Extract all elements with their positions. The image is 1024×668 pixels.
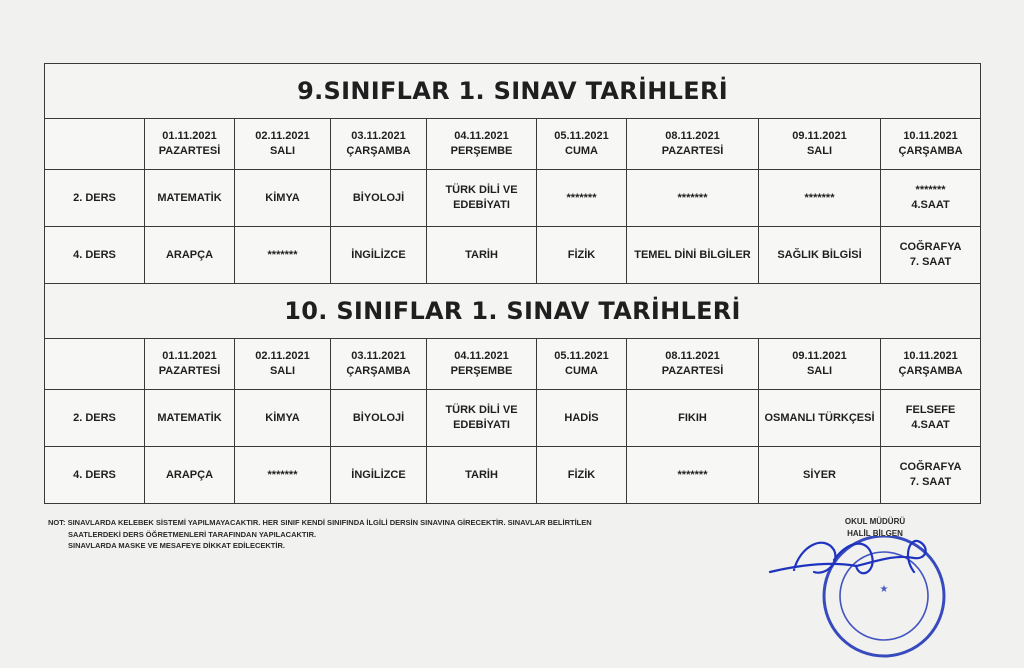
lesson-period-label: 4. DERS — [45, 227, 145, 284]
cell-text-line: OSMANLI TÜRKÇESİ — [764, 411, 875, 424]
cell-text-line: FİZİK — [567, 468, 596, 481]
empty-corner-cell — [45, 119, 145, 170]
cell-text-line: BİYOLOJİ — [352, 191, 405, 204]
note-line: NOT: SINAVLARDA KELEBEK SİSTEMİ YAPILMAYACAKTIR. HER SINIF KENDİ SINIFINDA İLGİLİ DERSİN SINAVINA GİRECEKTİR. SINAVLAR BELİRTİLEN — [48, 518, 592, 527]
date-header-cell — [627, 119, 759, 170]
weekday: PAZARTESİ — [158, 145, 221, 157]
table-title-row — [45, 64, 981, 119]
weekday: SALI — [806, 145, 833, 157]
exam-date: 09.11.2021 — [792, 350, 847, 362]
lesson-period-label: 2. DERS — [45, 390, 145, 447]
cell-text-line: FİZİK — [567, 248, 596, 261]
exam-subject-cell — [537, 390, 627, 447]
cell-text-line: TÜRK DİLİ VE — [445, 184, 518, 196]
cell-text-line: ******* — [566, 191, 597, 204]
date-header-cell — [145, 119, 235, 170]
exam-date: 02.11.2021 — [255, 350, 310, 362]
cell-text-line: İNGİLİZCE — [351, 468, 406, 481]
cell-text-line: COĞRAFYA — [899, 461, 962, 473]
cell-text-line: EDEBİYATI — [453, 419, 510, 431]
exam-subject-cell — [881, 170, 981, 227]
exam-subject-cell — [145, 170, 235, 227]
exam-subject-cell — [331, 447, 427, 504]
exam-date: 10.11.2021 — [903, 130, 958, 142]
cell-text-line: TARİH — [465, 248, 498, 261]
exam-subject-cell — [759, 447, 881, 504]
table10-title: 10. SINIFLAR 1. SINAV TARİHLERİ — [45, 284, 981, 339]
date-header-cell — [331, 339, 427, 390]
exam-subject-cell — [427, 447, 537, 504]
weekday: PERŞEMBE — [450, 365, 513, 377]
table-title-row — [45, 284, 981, 339]
cell-text-line: KİMYA — [265, 411, 300, 424]
exam-subject-cell — [759, 227, 881, 284]
school-seal-stamp — [764, 536, 964, 668]
exam-subject-cell — [235, 170, 331, 227]
weekday: SALI — [269, 365, 296, 377]
exam-note — [48, 517, 668, 552]
exam-date: 05.11.2021 — [554, 130, 609, 142]
cell-text-line: ******* — [915, 184, 946, 196]
exam-subject-cell — [537, 227, 627, 284]
exam-date: 08.11.2021 — [665, 130, 720, 142]
cell-text-line: 7. SAAT — [909, 256, 952, 268]
exam-subject-cell — [235, 390, 331, 447]
cell-text-line: FIKIH — [678, 411, 707, 424]
exam-date: 02.11.2021 — [255, 130, 310, 142]
exam-subject-cell — [759, 170, 881, 227]
exam-date: 01.11.2021 — [162, 130, 217, 142]
cell-text-line: 4.SAAT — [911, 199, 950, 211]
cell-text-line: TÜRK DİLİ VE — [445, 404, 518, 416]
cell-text-line: FELSEFE — [905, 404, 956, 416]
cell-text-line: SAĞLIK BİLGİSİ — [777, 248, 862, 261]
date-header-cell — [881, 119, 981, 170]
exam-date: 10.11.2021 — [903, 350, 958, 362]
cell-text-line: ******* — [267, 468, 298, 481]
exam-subject-cell — [627, 390, 759, 447]
exam-subject-cell — [627, 170, 759, 227]
note-line: SINAVLARDA MASKE VE MESAFEYE DİKKAT EDİLECEKTİR. — [68, 541, 285, 550]
date-header-cell — [235, 119, 331, 170]
exam-subject-cell — [537, 447, 627, 504]
lesson-period-label: 4. DERS — [45, 447, 145, 504]
lesson-row — [45, 447, 981, 504]
principal-title: OKUL MÜDÜRÜ — [844, 517, 906, 526]
date-header-cell — [537, 119, 627, 170]
exam-subject-cell — [759, 390, 881, 447]
exam-subject-cell — [427, 170, 537, 227]
weekday: PERŞEMBE — [450, 145, 513, 157]
cell-text-line: ARAPÇA — [165, 468, 214, 481]
exam-subject-cell — [331, 390, 427, 447]
date-header-cell — [427, 119, 537, 170]
cell-text-line: MATEMATİK — [157, 411, 222, 424]
exam-date: 04.11.2021 — [454, 130, 509, 142]
lesson-row — [45, 170, 981, 227]
cell-text-line: BİYOLOJİ — [352, 411, 405, 424]
cell-text-line: EDEBİYATI — [453, 199, 510, 211]
exam-subject-cell — [627, 447, 759, 504]
weekday: CUMA — [565, 365, 598, 377]
exam-subject-cell — [537, 170, 627, 227]
exam-date: 03.11.2021 — [351, 350, 406, 362]
exam-date: 08.11.2021 — [665, 350, 720, 362]
cell-text-line: ******* — [804, 191, 835, 204]
cell-text-line: 7. SAAT — [909, 476, 952, 488]
weekday: SALI — [806, 365, 833, 377]
signature-scribble — [770, 541, 926, 573]
exam-subject-cell — [881, 227, 981, 284]
date-header-row — [45, 339, 981, 390]
weekday: PAZARTESİ — [158, 365, 221, 377]
cell-text-line: İNGİLİZCE — [351, 248, 406, 261]
lesson-row — [45, 227, 981, 284]
date-header-cell — [881, 339, 981, 390]
date-header-cell — [145, 339, 235, 390]
exam-schedule-table — [44, 63, 981, 504]
exam-subject-cell — [427, 390, 537, 447]
cell-text-line: ******* — [677, 468, 708, 481]
cell-text-line: COĞRAFYA — [899, 241, 962, 253]
weekday: SALI — [269, 145, 296, 157]
cell-text-line: ARAPÇA — [165, 248, 214, 261]
cell-text-line: KİMYA — [265, 191, 300, 204]
exam-date: 04.11.2021 — [454, 350, 509, 362]
date-header-cell — [537, 339, 627, 390]
exam-subject-cell — [145, 390, 235, 447]
weekday: ÇARŞAMBA — [898, 145, 963, 157]
principal-name: HALİL BİLGEN — [847, 529, 903, 538]
date-header-cell — [427, 339, 537, 390]
cell-text-line: TARİH — [465, 468, 498, 481]
cell-text-line: ******* — [677, 191, 708, 204]
cell-text-line: TEMEL DİNİ BİLGİLER — [634, 248, 751, 261]
exam-date: 01.11.2021 — [162, 350, 217, 362]
exam-subject-cell — [235, 447, 331, 504]
cell-text-line: SİYER — [802, 468, 836, 481]
date-header-cell — [627, 339, 759, 390]
cell-text-line: 4.SAAT — [911, 419, 950, 431]
weekday: ÇARŞAMBA — [346, 145, 411, 157]
svg-text:★: ★ — [879, 584, 889, 595]
date-header-cell — [235, 339, 331, 390]
cell-text-line: ******* — [267, 248, 298, 261]
table9-title: 9.SINIFLAR 1. SINAV TARİHLERİ — [45, 64, 981, 119]
date-header-cell — [759, 119, 881, 170]
date-header-row — [45, 119, 981, 170]
date-header-cell — [331, 119, 427, 170]
empty-corner-cell — [45, 339, 145, 390]
exam-subject-cell — [427, 227, 537, 284]
weekday: ÇARŞAMBA — [346, 365, 411, 377]
note-line: SAATLERDEKİ DERS ÖĞRETMENLERİ TARAFINDAN YAPILACAKTIR. — [68, 529, 317, 539]
weekday: PAZARTESİ — [661, 145, 724, 157]
exam-subject-cell — [881, 390, 981, 447]
exam-subject-cell — [145, 227, 235, 284]
date-header-cell — [759, 339, 881, 390]
weekday: PAZARTESİ — [661, 365, 724, 377]
exam-subject-cell — [145, 447, 235, 504]
exam-subject-cell — [235, 227, 331, 284]
exam-subject-cell — [331, 227, 427, 284]
exam-date: 03.11.2021 — [351, 130, 406, 142]
exam-date: 05.11.2021 — [554, 350, 609, 362]
weekday: ÇARŞAMBA — [898, 365, 963, 377]
weekday: CUMA — [565, 145, 598, 157]
lesson-period-label: 2. DERS — [45, 170, 145, 227]
exam-subject-cell — [331, 170, 427, 227]
exam-subject-cell — [627, 227, 759, 284]
exam-subject-cell — [881, 447, 981, 504]
cell-text-line: MATEMATİK — [157, 191, 222, 204]
lesson-row — [45, 390, 981, 447]
exam-date: 09.11.2021 — [792, 130, 847, 142]
cell-text-line: HADİS — [564, 411, 599, 424]
